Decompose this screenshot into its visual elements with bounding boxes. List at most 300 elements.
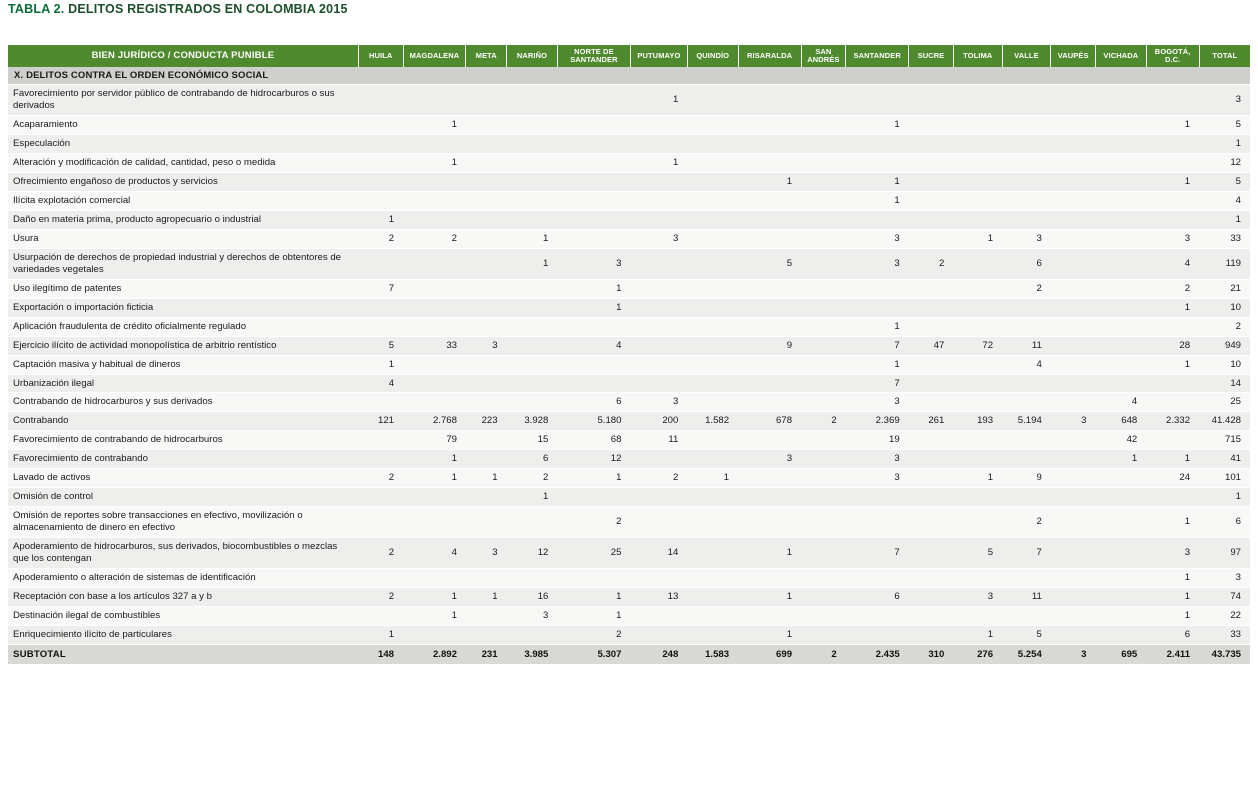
table-row [8, 115, 1250, 134]
row-value-cell [687, 626, 738, 645]
row-value-cell [1095, 626, 1146, 645]
row-value-cell: 1 [1146, 588, 1199, 607]
row-value-cell [358, 248, 403, 279]
row-total-cell: 22 [1199, 607, 1250, 626]
subtotal-magdalena: 2.892 [403, 645, 466, 665]
row-value-cell [738, 84, 801, 115]
row-value-cell [358, 191, 403, 210]
row-value-cell [1002, 450, 1051, 469]
column-header-conducta: BIEN JURÍDICO / CONDUCTA PUNIBLE [8, 45, 358, 67]
row-value-cell [909, 355, 954, 374]
row-value-cell: 261 [909, 412, 954, 431]
row-value-cell [738, 374, 801, 393]
row-value-cell [466, 431, 507, 450]
row-value-cell: 1 [953, 626, 1002, 645]
row-value-cell: 2 [909, 248, 954, 279]
row-value-cell [801, 569, 846, 588]
row-value-cell: 1 [557, 588, 630, 607]
row-value-cell: 2 [1002, 279, 1051, 298]
row-label: Uso ilegítimo de patentes [8, 279, 358, 298]
row-value-cell [687, 538, 738, 569]
row-total-cell: 5 [1199, 172, 1250, 191]
row-value-cell [909, 488, 954, 507]
row-value-cell: 4 [557, 336, 630, 355]
column-header-santander: SANTANDER [846, 45, 909, 67]
row-value-cell [466, 115, 507, 134]
subtotal-valle: 5.254 [1002, 645, 1051, 665]
row-value-cell [1095, 507, 1146, 538]
row-value-cell [953, 298, 1002, 317]
row-value-cell [687, 336, 738, 355]
row-value-cell [801, 450, 846, 469]
row-value-cell: 5.194 [1002, 412, 1051, 431]
row-value-cell [1095, 248, 1146, 279]
table-row [8, 336, 1250, 355]
section-header-row [8, 67, 1250, 85]
row-value-cell [953, 374, 1002, 393]
row-value-cell: 3 [1051, 412, 1096, 431]
row-total-cell: 1 [1199, 488, 1250, 507]
row-value-cell [507, 336, 558, 355]
row-value-cell [846, 607, 909, 626]
row-value-cell [1051, 374, 1096, 393]
row-value-cell [1051, 210, 1096, 229]
row-value-cell: 4 [358, 374, 403, 393]
row-value-cell [1002, 607, 1051, 626]
row-value-cell [466, 84, 507, 115]
row-value-cell [801, 607, 846, 626]
row-value-cell [630, 317, 687, 336]
row-value-cell [1146, 84, 1199, 115]
crime-statistics-table [8, 45, 1250, 664]
row-value-cell [687, 298, 738, 317]
subtotal-risaralda: 699 [738, 645, 801, 665]
row-value-cell [403, 507, 466, 538]
row-value-cell [1051, 279, 1096, 298]
subtotal-san-andres: 2 [801, 645, 846, 665]
row-label: Usura [8, 229, 358, 248]
row-value-cell [687, 488, 738, 507]
row-value-cell [466, 279, 507, 298]
row-value-cell: 33 [403, 336, 466, 355]
row-value-cell [909, 393, 954, 412]
row-value-cell: 1 [358, 210, 403, 229]
row-value-cell: 2 [557, 626, 630, 645]
table-number: TABLA 2. [8, 2, 65, 16]
row-value-cell: 7 [846, 374, 909, 393]
column-header-san-andres: SAN ANDRÉS [801, 45, 846, 67]
row-value-cell [507, 279, 558, 298]
row-value-cell [403, 134, 466, 153]
row-value-cell [1095, 374, 1146, 393]
row-value-cell: 7 [1002, 538, 1051, 569]
row-value-cell: 11 [1002, 588, 1051, 607]
row-value-cell [1146, 191, 1199, 210]
row-value-cell: 1 [1146, 607, 1199, 626]
row-value-cell [1146, 210, 1199, 229]
row-value-cell [1051, 317, 1096, 336]
row-value-cell: 5 [738, 248, 801, 279]
table-header [8, 45, 1250, 67]
row-value-cell [953, 607, 1002, 626]
row-label: Contrabando [8, 412, 358, 431]
row-value-cell [1095, 279, 1146, 298]
row-total-cell: 2 [1199, 317, 1250, 336]
table-row [8, 588, 1250, 607]
row-value-cell [738, 488, 801, 507]
row-value-cell [909, 84, 954, 115]
row-value-cell: 1 [1146, 450, 1199, 469]
row-value-cell [687, 172, 738, 191]
table-row [8, 298, 1250, 317]
row-value-cell [687, 153, 738, 172]
row-label: Ejercicio ilícito de actividad monopolística de arbitrio rentístico [8, 336, 358, 355]
row-value-cell: 3.928 [507, 412, 558, 431]
subtotal-narino: 3.985 [507, 645, 558, 665]
row-value-cell [909, 153, 954, 172]
row-value-cell [1002, 393, 1051, 412]
row-value-cell [1095, 210, 1146, 229]
row-value-cell: 3 [466, 538, 507, 569]
row-value-cell [1146, 134, 1199, 153]
row-value-cell [358, 488, 403, 507]
row-value-cell [1095, 134, 1146, 153]
row-value-cell [846, 153, 909, 172]
row-value-cell: 1 [403, 607, 466, 626]
row-value-cell: 1 [846, 355, 909, 374]
row-value-cell [466, 450, 507, 469]
table-row [8, 279, 1250, 298]
row-value-cell [630, 115, 687, 134]
row-value-cell: 2 [1146, 279, 1199, 298]
row-value-cell [557, 210, 630, 229]
row-value-cell [801, 134, 846, 153]
row-value-cell [953, 172, 1002, 191]
row-value-cell: 5 [358, 336, 403, 355]
row-value-cell [1095, 569, 1146, 588]
row-value-cell [1002, 569, 1051, 588]
table-body [8, 67, 1250, 645]
row-value-cell: 1 [687, 469, 738, 488]
column-header-huila: HUILA [358, 45, 403, 67]
row-value-cell [1051, 153, 1096, 172]
row-total-cell: 101 [1199, 469, 1250, 488]
table-row [8, 431, 1250, 450]
row-value-cell [738, 355, 801, 374]
row-value-cell [557, 172, 630, 191]
row-value-cell [403, 317, 466, 336]
row-value-cell [1051, 538, 1096, 569]
page-title [8, 2, 348, 16]
row-total-cell: 949 [1199, 336, 1250, 355]
row-total-cell: 41.428 [1199, 412, 1250, 431]
row-value-cell [909, 538, 954, 569]
row-total-cell: 715 [1199, 431, 1250, 450]
row-value-cell: 25 [557, 538, 630, 569]
row-value-cell [630, 248, 687, 279]
column-header-tolima: TOLIMA [953, 45, 1002, 67]
row-value-cell [687, 229, 738, 248]
column-header-meta: META [466, 45, 507, 67]
row-value-cell: 2 [1002, 507, 1051, 538]
row-value-cell [846, 279, 909, 298]
row-value-cell [1095, 607, 1146, 626]
row-value-cell: 15 [507, 431, 558, 450]
row-value-cell [687, 210, 738, 229]
row-value-cell [557, 569, 630, 588]
column-header-vichada: VICHADA [1095, 45, 1146, 67]
row-value-cell [1095, 469, 1146, 488]
row-value-cell [846, 134, 909, 153]
row-value-cell [466, 393, 507, 412]
row-value-cell [687, 317, 738, 336]
row-value-cell [1002, 84, 1051, 115]
row-value-cell: 28 [1146, 336, 1199, 355]
row-label: Apoderamiento o alteración de sistemas de identificación [8, 569, 358, 588]
row-value-cell [738, 317, 801, 336]
row-value-cell [1051, 248, 1096, 279]
row-value-cell: 4 [1095, 393, 1146, 412]
row-value-cell [358, 507, 403, 538]
row-value-cell [801, 588, 846, 607]
row-value-cell [953, 210, 1002, 229]
subtotal-tolima: 276 [953, 645, 1002, 665]
row-value-cell [953, 393, 1002, 412]
row-value-cell [953, 153, 1002, 172]
row-value-cell [466, 248, 507, 279]
table-row [8, 393, 1250, 412]
row-value-cell [687, 134, 738, 153]
row-value-cell [403, 84, 466, 115]
row-value-cell: 11 [1002, 336, 1051, 355]
row-value-cell [507, 298, 558, 317]
row-value-cell [687, 588, 738, 607]
row-value-cell: 1 [557, 469, 630, 488]
row-value-cell [358, 172, 403, 191]
row-value-cell: 2 [358, 229, 403, 248]
row-value-cell [1051, 450, 1096, 469]
row-value-cell [909, 569, 954, 588]
row-value-cell: 1 [557, 279, 630, 298]
row-total-cell: 1 [1199, 210, 1250, 229]
row-value-cell [801, 374, 846, 393]
row-value-cell [557, 84, 630, 115]
row-value-cell [909, 607, 954, 626]
subtotal-total: 43.735 [1199, 645, 1250, 665]
row-value-cell [1095, 115, 1146, 134]
row-value-cell [630, 507, 687, 538]
row-total-cell: 3 [1199, 84, 1250, 115]
row-value-cell: 9 [738, 336, 801, 355]
row-value-cell [1051, 336, 1096, 355]
row-value-cell [358, 84, 403, 115]
row-value-cell [358, 115, 403, 134]
column-header-total: TOTAL [1199, 45, 1250, 67]
row-value-cell [801, 298, 846, 317]
row-value-cell [403, 191, 466, 210]
row-value-cell [801, 248, 846, 279]
row-value-cell: 1 [557, 298, 630, 317]
column-header-valle: VALLE [1002, 45, 1051, 67]
row-value-cell [1146, 393, 1199, 412]
row-value-cell [846, 298, 909, 317]
row-value-cell [687, 84, 738, 115]
row-value-cell: 1 [507, 488, 558, 507]
row-value-cell [630, 134, 687, 153]
row-value-cell: 2.369 [846, 412, 909, 431]
row-value-cell: 1 [1146, 507, 1199, 538]
row-value-cell: 1 [403, 588, 466, 607]
row-total-cell: 119 [1199, 248, 1250, 279]
row-value-cell [1095, 488, 1146, 507]
row-total-cell: 10 [1199, 355, 1250, 374]
row-value-cell [801, 507, 846, 538]
row-value-cell [403, 298, 466, 317]
row-value-cell [953, 355, 1002, 374]
row-value-cell: 1 [846, 317, 909, 336]
row-value-cell [687, 374, 738, 393]
row-value-cell [1051, 172, 1096, 191]
row-value-cell [1146, 431, 1199, 450]
row-value-cell: 6 [1146, 626, 1199, 645]
row-label: Enriquecimiento ilícito de particulares [8, 626, 358, 645]
table-row [8, 153, 1250, 172]
row-label: Ilícita explotación comercial [8, 191, 358, 210]
row-value-cell [687, 393, 738, 412]
row-value-cell [953, 115, 1002, 134]
row-value-cell [738, 134, 801, 153]
row-total-cell: 25 [1199, 393, 1250, 412]
row-value-cell [738, 153, 801, 172]
row-value-cell [801, 431, 846, 450]
row-value-cell [909, 134, 954, 153]
row-value-cell [738, 393, 801, 412]
row-value-cell [557, 374, 630, 393]
row-value-cell: 6 [507, 450, 558, 469]
row-value-cell [801, 172, 846, 191]
column-header-sucre: SUCRE [909, 45, 954, 67]
row-value-cell: 3 [1146, 538, 1199, 569]
row-value-cell [403, 210, 466, 229]
row-value-cell [738, 191, 801, 210]
row-value-cell [630, 488, 687, 507]
row-value-cell [801, 153, 846, 172]
row-value-cell [846, 84, 909, 115]
row-value-cell [403, 569, 466, 588]
subtotal-vaupes: 3 [1051, 645, 1096, 665]
row-value-cell [909, 210, 954, 229]
row-label: Especulación [8, 134, 358, 153]
row-value-cell [801, 279, 846, 298]
row-value-cell [738, 569, 801, 588]
subtotal-norte-de-santander: 5.307 [557, 645, 630, 665]
row-value-cell [953, 279, 1002, 298]
row-value-cell [909, 626, 954, 645]
row-value-cell [466, 607, 507, 626]
row-value-cell [801, 626, 846, 645]
table-row [8, 317, 1250, 336]
row-value-cell [557, 191, 630, 210]
row-value-cell [909, 279, 954, 298]
row-value-cell [403, 393, 466, 412]
row-value-cell [466, 210, 507, 229]
row-value-cell: 678 [738, 412, 801, 431]
row-value-cell [507, 172, 558, 191]
row-value-cell [1051, 488, 1096, 507]
row-value-cell [466, 507, 507, 538]
row-label: Usurpación de derechos de propiedad industrial y derechos de obtentores de variedades vegetales [8, 248, 358, 279]
row-value-cell [1051, 191, 1096, 210]
row-value-cell [1051, 507, 1096, 538]
row-total-cell: 41 [1199, 450, 1250, 469]
row-value-cell [630, 298, 687, 317]
row-value-cell: 1 [1146, 355, 1199, 374]
row-value-cell: 1 [846, 191, 909, 210]
row-value-cell: 1 [1146, 115, 1199, 134]
row-value-cell [687, 355, 738, 374]
row-label: Urbanización ilegal [8, 374, 358, 393]
row-value-cell: 9 [1002, 469, 1051, 488]
row-value-cell: 1 [507, 229, 558, 248]
section-header-label: X. DELITOS CONTRA EL ORDEN ECONÓMICO SOCIAL [8, 67, 1250, 85]
row-value-cell [909, 317, 954, 336]
row-value-cell [466, 172, 507, 191]
row-value-cell: 7 [358, 279, 403, 298]
subtotal-sucre: 310 [909, 645, 954, 665]
row-value-cell [630, 279, 687, 298]
row-value-cell: 5 [1002, 626, 1051, 645]
row-value-cell [358, 607, 403, 626]
row-value-cell [801, 538, 846, 569]
row-value-cell: 121 [358, 412, 403, 431]
row-value-cell [507, 210, 558, 229]
subtotal-putumayo: 248 [630, 645, 687, 665]
row-value-cell [1051, 355, 1096, 374]
row-value-cell [507, 317, 558, 336]
subtotal-huila: 148 [358, 645, 403, 665]
row-value-cell: 1 [1095, 450, 1146, 469]
row-value-cell: 3 [846, 229, 909, 248]
row-value-cell [738, 607, 801, 626]
row-value-cell: 7 [846, 538, 909, 569]
row-value-cell [466, 355, 507, 374]
row-total-cell: 6 [1199, 507, 1250, 538]
row-value-cell [1051, 229, 1096, 248]
row-value-cell: 2.332 [1146, 412, 1199, 431]
row-total-cell: 5 [1199, 115, 1250, 134]
row-value-cell [507, 84, 558, 115]
row-value-cell: 14 [630, 538, 687, 569]
row-value-cell [801, 336, 846, 355]
row-value-cell [953, 191, 1002, 210]
row-value-cell [1002, 191, 1051, 210]
table-title-text: DELITOS REGISTRADOS EN COLOMBIA 2015 [68, 2, 348, 16]
row-value-cell [953, 569, 1002, 588]
row-value-cell: 3 [846, 450, 909, 469]
row-value-cell [801, 210, 846, 229]
row-value-cell [909, 469, 954, 488]
row-value-cell [358, 431, 403, 450]
table-row [8, 507, 1250, 538]
subtotal-bogota: 2.411 [1146, 645, 1199, 665]
table-row [8, 569, 1250, 588]
row-value-cell: 7 [846, 336, 909, 355]
row-value-cell [403, 488, 466, 507]
row-label: Favorecimiento de contrabando [8, 450, 358, 469]
row-value-cell [630, 450, 687, 469]
row-total-cell: 33 [1199, 229, 1250, 248]
row-value-cell [466, 488, 507, 507]
